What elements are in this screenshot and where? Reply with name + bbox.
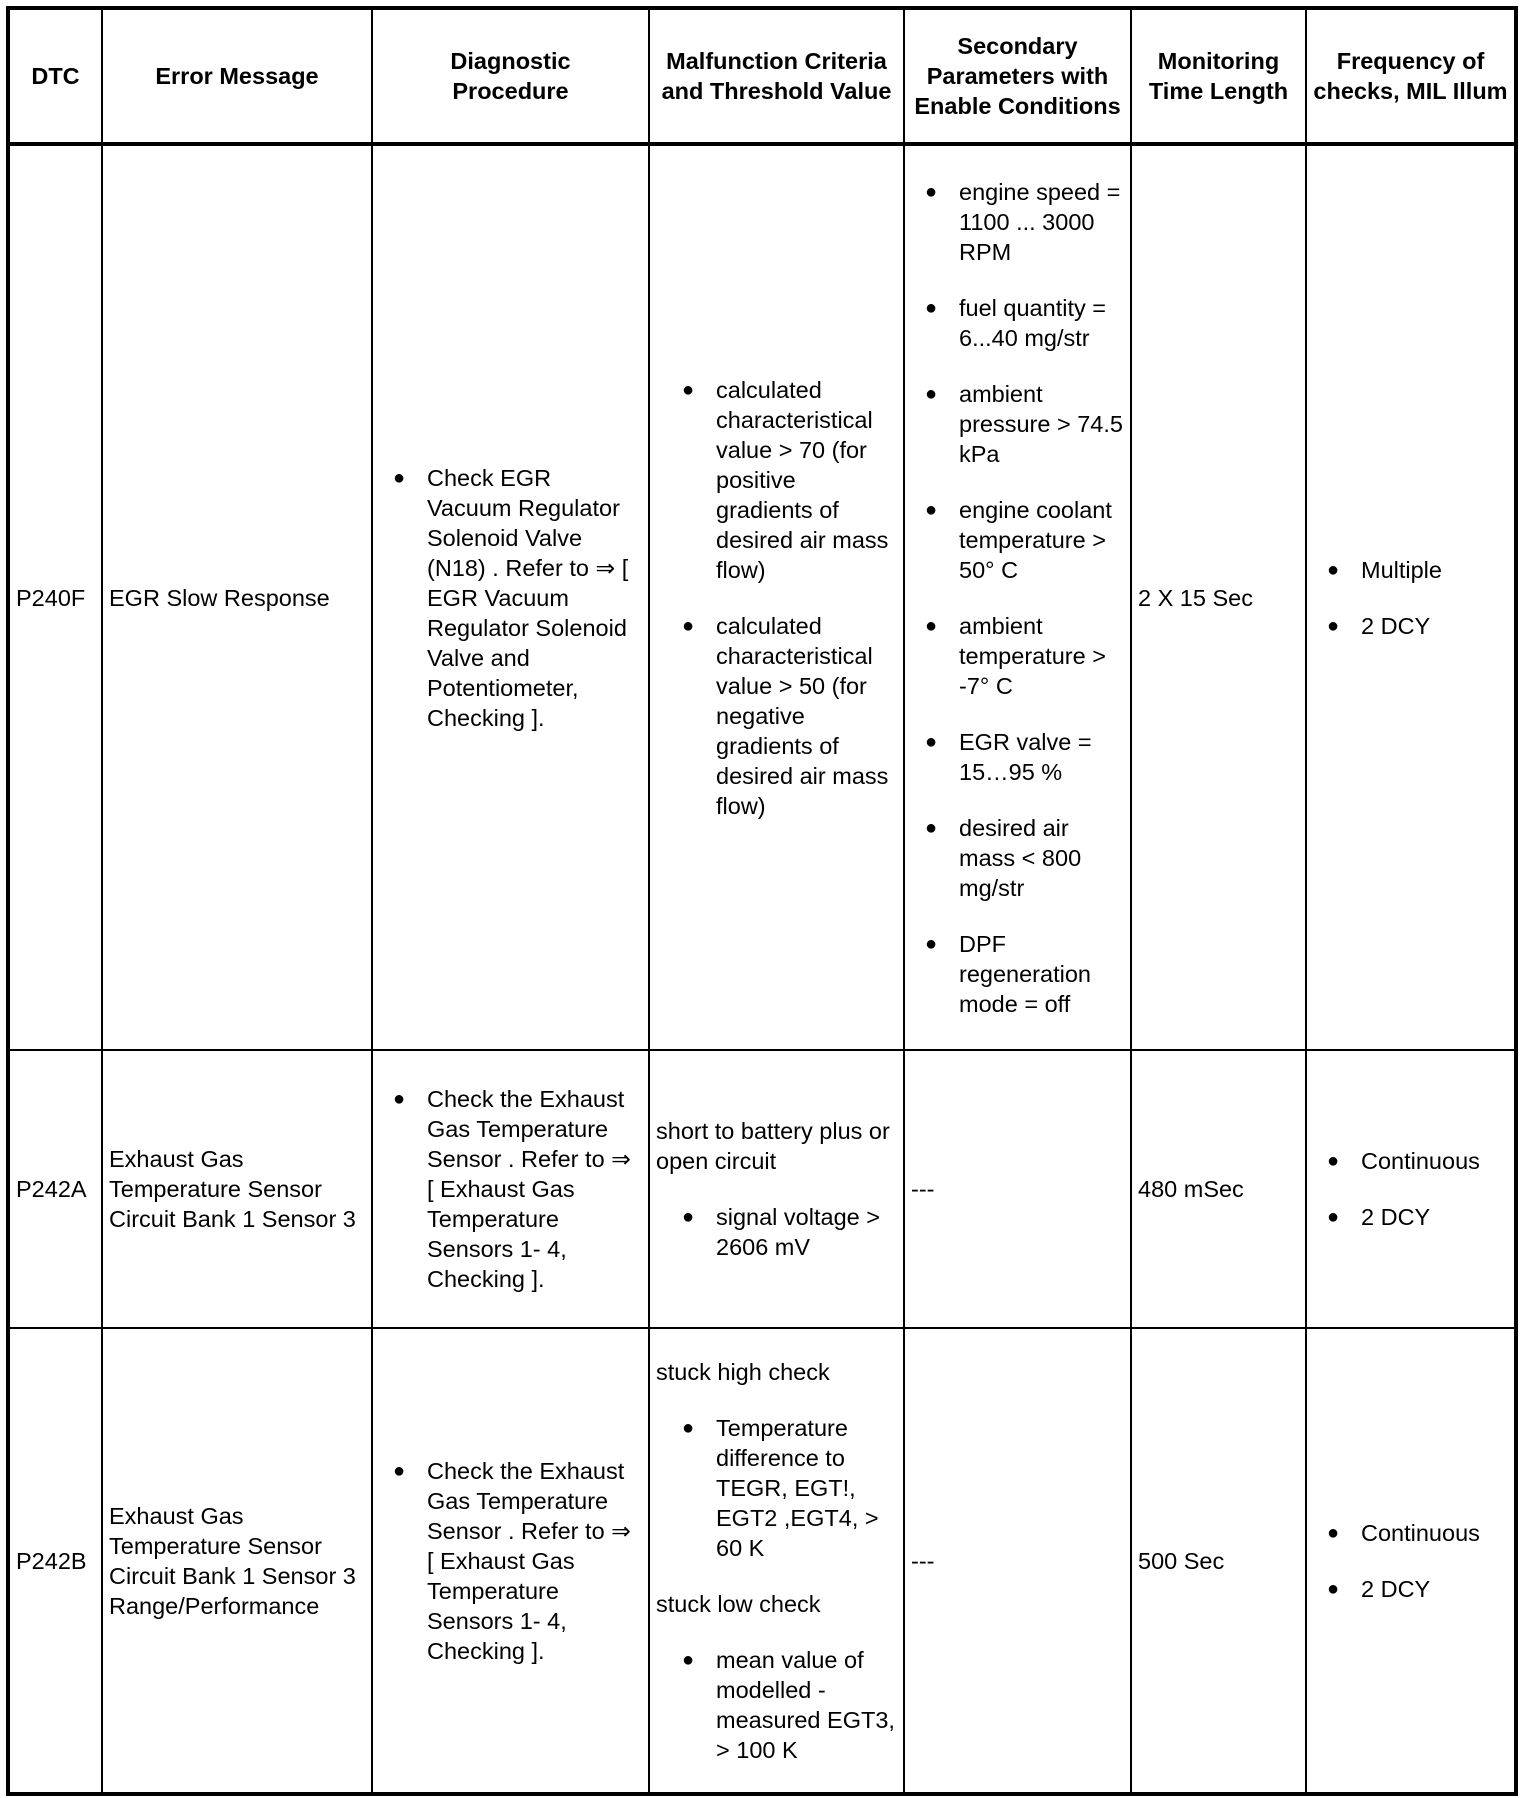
table-row <box>8 1050 1516 1328</box>
secondary-parameter: ● desired air mass < 800 mg/str <box>911 813 1128 903</box>
frequency-list <box>1313 1518 1508 1604</box>
malfunction-criterion: ● Temperature difference to TEGR, EGT!, EGT2 ,EGT4, > 60 K <box>668 1413 897 1563</box>
header-frequency: Frequency of checks, MIL Illum <box>1306 8 1516 144</box>
malfunction-criterion: ● mean value of modelled - measured EGT3, > 100 K <box>668 1645 897 1765</box>
malfunction-criteria-cell <box>649 1050 904 1328</box>
frequency-item: ● Continuous <box>1313 1146 1508 1176</box>
malfunction-criteria-list <box>668 375 897 821</box>
frequency-item: ● 2 DCY <box>1313 1574 1508 1604</box>
diagnostic-procedure-list <box>379 463 642 733</box>
error-message: Exhaust Gas Temperature Sensor Circuit Bank 1 Sensor 3 <box>102 1050 372 1328</box>
malfunction-criterion: ● calculated characteristical value > 50 (for negative gradients of desired air mass flow) <box>668 611 897 821</box>
secondary-parameter: ● EGR valve = 15…95 % <box>911 727 1128 787</box>
malfunction-criteria-list <box>668 1645 897 1765</box>
frequency-list <box>1313 1146 1508 1232</box>
header-dtc: DTC <box>8 8 102 144</box>
header-malfunction-criteria: Malfunction Criteria and Threshold Value <box>649 8 904 144</box>
malfunction-criterion: ● signal voltage > 2606 mV <box>668 1202 897 1262</box>
monitoring-time: 2 X 15 Sec <box>1131 144 1306 1050</box>
dtc-code: P240F <box>8 144 102 1050</box>
secondary-parameters-list <box>911 177 1128 1019</box>
malfunction-criteria-list <box>668 1413 897 1563</box>
secondary-parameters: --- <box>904 1050 1131 1328</box>
header-diagnostic-procedure: Diagnostic Procedure <box>372 8 649 144</box>
diagnostic-procedure-cell <box>372 144 649 1050</box>
frequency-item: ● 2 DCY <box>1313 611 1508 641</box>
diagnostic-procedure-list <box>379 1084 642 1294</box>
frequency-item: ● Continuous <box>1313 1518 1508 1548</box>
secondary-parameter: ● engine coolant temperature > 50° C <box>911 495 1128 585</box>
secondary-parameter: ● ambient temperature > -7° C <box>911 611 1128 701</box>
dtc-code: P242B <box>8 1328 102 1794</box>
error-message: EGR Slow Response <box>102 144 372 1050</box>
malfunction-group-heading: stuck high check <box>656 1358 830 1385</box>
error-message: Exhaust Gas Temperature Sensor Circuit Bank 1 Sensor 3 Range/Performance <box>102 1328 372 1794</box>
table-row <box>8 144 1516 1050</box>
table-row <box>8 1328 1516 1794</box>
dtc-code: P242A <box>8 1050 102 1328</box>
malfunction-criteria-list <box>668 1202 897 1262</box>
header-secondary-parameters: Secondary Parameters with Enable Conditions <box>904 8 1131 144</box>
diagnostic-procedure-list <box>379 1456 642 1666</box>
secondary-parameters: --- <box>904 1328 1131 1794</box>
secondary-parameters-cell <box>904 144 1131 1050</box>
monitoring-time: 480 mSec <box>1131 1050 1306 1328</box>
diagnostic-procedure: ● Check EGR Vacuum Regulator Solenoid Valve (N18) . Refer to ⇒ [ EGR Vacuum Regulator Solenoid Valve and Potentiometer, Checking ]. <box>379 463 642 733</box>
secondary-parameter: ● fuel quantity = 6...40 mg/str <box>911 293 1128 353</box>
malfunction-criteria-cell <box>649 144 904 1050</box>
diagnostic-procedure-cell <box>372 1050 649 1328</box>
frequency-cell <box>1306 144 1516 1050</box>
dtc-table <box>6 6 1518 1796</box>
table-header <box>8 8 1516 144</box>
monitoring-time: 500 Sec <box>1131 1328 1306 1794</box>
diagnostic-procedure: ● Check the Exhaust Gas Temperature Sensor . Refer to ⇒ [ Exhaust Gas Temperature Sensors 1- 4, Checking ]. <box>379 1456 642 1666</box>
malfunction-criteria-cell <box>649 1328 904 1794</box>
frequency-item: ● 2 DCY <box>1313 1202 1508 1232</box>
header-monitoring-time: Monitoring Time Length <box>1131 8 1306 144</box>
secondary-parameter: ● engine speed = 1100 ... 3000 RPM <box>911 177 1128 267</box>
frequency-list <box>1313 555 1508 641</box>
diagnostic-procedure-cell <box>372 1328 649 1794</box>
malfunction-intro: short to battery plus or open circuit <box>656 1118 890 1174</box>
secondary-parameter: ● ambient pressure > 74.5 kPa <box>911 379 1128 469</box>
malfunction-criterion: ● calculated characteristical value > 70 (for positive gradients of desired air mass flow) <box>668 375 897 585</box>
frequency-cell <box>1306 1328 1516 1794</box>
header-error-message: Error Message <box>102 8 372 144</box>
frequency-item: ● Multiple <box>1313 555 1508 585</box>
secondary-parameter: ● DPF regeneration mode = off <box>911 929 1128 1019</box>
malfunction-group-heading: stuck low check <box>656 1590 821 1617</box>
diagnostic-procedure: ● Check the Exhaust Gas Temperature Sensor . Refer to ⇒ [ Exhaust Gas Temperature Sensors 1- 4, Checking ]. <box>379 1084 642 1294</box>
frequency-cell <box>1306 1050 1516 1328</box>
